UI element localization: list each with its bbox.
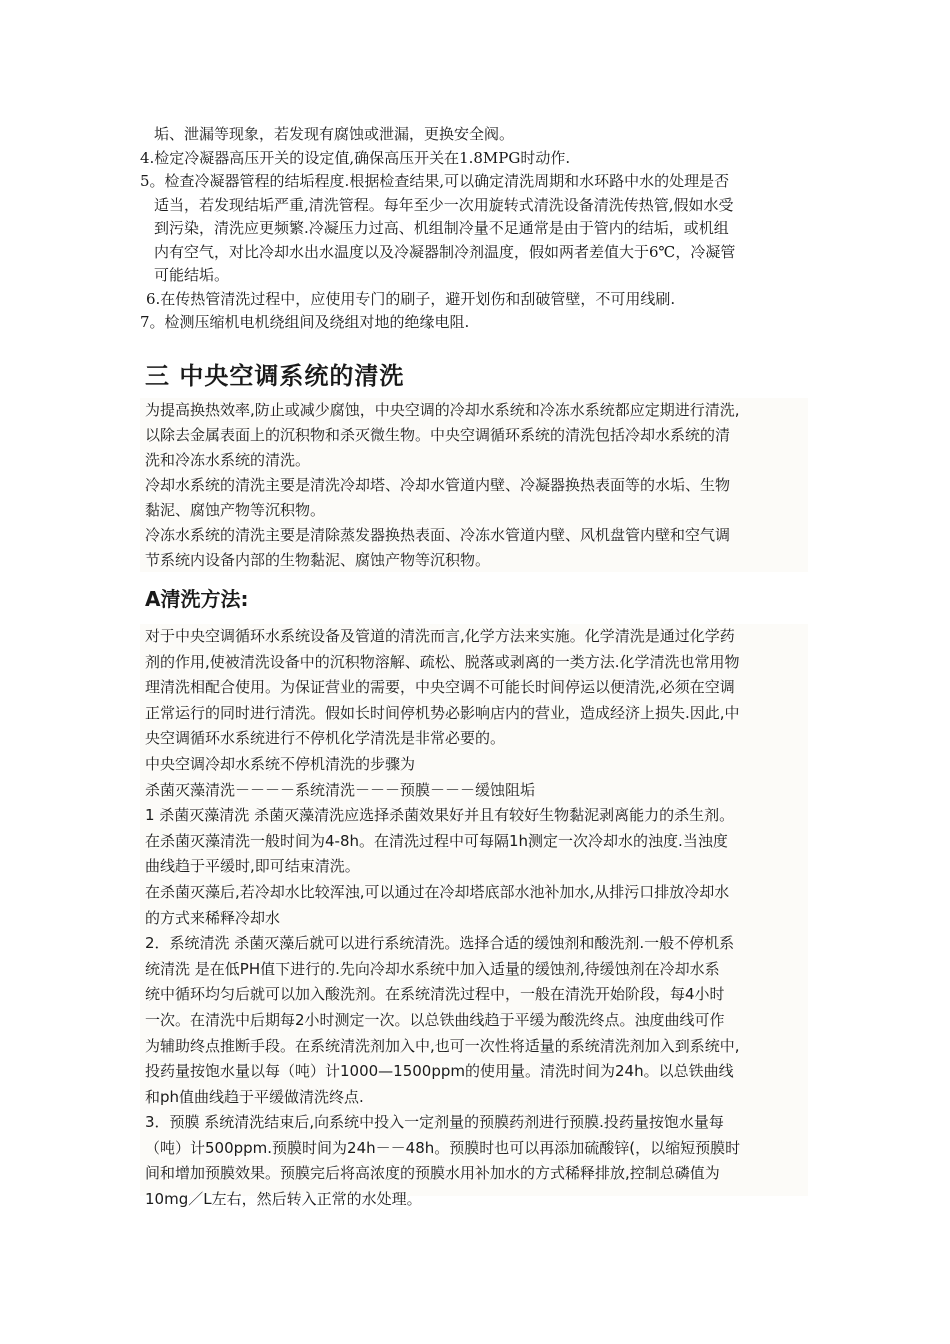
- subsection-body: [140, 624, 808, 1209]
- paragraph-line: 理清洗相配合使用。为保证营业的需要，中央空调不可能长时间停运以便清洗,必须在空调: [145, 678, 735, 697]
- paragraph-line: 节系统内设备内部的生物黏泥、腐蚀产物等沉积物。: [145, 551, 491, 569]
- paragraph-line: 3．预膜 系统清洗结束后,向系统中投入一定剂量的预膜药剂进行预膜.投药量按饱水量每: [145, 1113, 724, 1132]
- paragraph-line: 洗和冷冻水系统的清洗。: [145, 451, 311, 469]
- paragraph-line: 杀菌灭藻清洗－－－－系统清洗－－－预膜－－－缓蚀阻垢: [145, 780, 536, 799]
- section-title: 三 中央空调系统的清洗: [145, 362, 405, 390]
- list-item: 内有空气，对比冷却水出水温度以及冷凝器制冷剂温度，假如两者差值大于6℃，冷凝管: [154, 242, 736, 261]
- list-item: 4.检定冷凝器高压开关的设定值,确保高压开关在1.8MPG时动作.: [140, 148, 571, 167]
- subsection-title: A清洗方法:: [145, 587, 249, 611]
- paragraph-line: 央空调循环水系统进行不停机化学清洗是非常必要的。: [145, 729, 506, 748]
- paragraph-line: 统中循环均匀后就可以加入酸洗剂。在系统清洗过程中，一般在清洗开始阶段，每4小时: [145, 985, 725, 1004]
- paragraph-line: 在杀菌灭藻后,若冷却水比较浑浊,可以通过在冷却塔底部水池补加水,从排污口排放冷却水: [145, 882, 730, 901]
- list-item: 6.在传热管清洗过程中，应使用专门的刷子，避开划伤和刮破管壁，不可用线刷.: [146, 289, 676, 308]
- paragraph-line: 间和增加预膜效果。预膜完后将高浓度的预膜水用补加水的方式稀释排放,控制总磷值为: [145, 1164, 720, 1183]
- paragraph-line: 统清洗 是在低PH值下进行的.先向冷却水系统中加入适量的缓蚀剂,待缓蚀剂在冷却水系: [145, 959, 720, 978]
- paragraph-line: 黏泥、腐蚀产物等沉积物。: [145, 501, 326, 519]
- list-item: 可能结垢。: [154, 266, 230, 284]
- paragraph-line: 以除去金属表面上的沉积物和杀灭微生物。中央空调循环系统的清洗包括冷却水系统的清: [145, 426, 731, 444]
- list-item: 垢、泄漏等现象，若发现有腐蚀或泄漏，更换安全阀。: [154, 125, 515, 143]
- paragraph-line: 投药量按饱水量以每（吨）计1000—1500ppm的使用量。清洗时间为24h。以总铁曲线: [145, 1062, 734, 1081]
- paragraph-line: 1 杀菌灭藻清洗 杀菌灭藻清洗应选择杀菌效果好并且有较好生物黏泥剥离能力的杀生剂。: [145, 806, 735, 825]
- paragraph-line: 2．系统清洗 杀菌灭藻后就可以进行系统清洗。选择合适的缓蚀剂和酸洗剂.一般不停机系: [145, 934, 735, 953]
- paragraph-line: 中央空调冷却水系统不停机清洗的步骤为: [145, 754, 416, 773]
- paragraph-line: 一次。在清洗中后期每2小时测定一次。以总铁曲线趋于平缓为酸洗终点。浊度曲线可作: [145, 1010, 725, 1029]
- paragraph-line: 10mg／L左右，然后转入正常的水处理。: [145, 1190, 422, 1209]
- paragraph-line: 的方式来稀释冷却水: [145, 908, 281, 927]
- paragraph-line: 曲线趋于平缓时,即可结束清洗。: [145, 857, 360, 876]
- paragraph-line: 正常运行的同时进行清洗。假如长时间停机势必影响店内的营业，造成经济上损失.因此,中: [145, 703, 740, 722]
- section-body: [140, 398, 808, 572]
- paragraph-line: 冷却水系统的清洗主要是清洗冷却塔、冷却水管道内壁、冷凝器换热表面等的水垢、生物: [145, 476, 731, 494]
- paragraph-line: （吨）计500ppm.预膜时间为24h－－48h。预膜时也可以再添加硫酸锌(，以缩短预膜时: [145, 1138, 741, 1157]
- list-item: 7。检测压缩机电机绕组间及绕组对地的绝缘电阻.: [140, 313, 470, 331]
- paragraph-line: 为辅助终点推断手段。在系统清洗剂加入中,也可一次性将适量的系统清洗剂加入到系统中,: [145, 1036, 740, 1055]
- paragraph-line: 对于中央空调循环水系统设备及管道的清洗而言,化学方法来实施。化学清洗是通过化学药: [145, 627, 735, 645]
- list-item: 适当，若发现结垢严重,清洗管程。每年至少一次用旋转式清洗设备清洗传热管,假如水受: [154, 195, 734, 214]
- list-item: 到污染，清洗应更频繁.冷凝压力过高、机组制冷量不足通常是由于管内的结垢，或机组: [154, 219, 729, 237]
- maintenance-list: [140, 123, 820, 335]
- paragraph-line: 剂的作用,使被清洗设备中的沉积物溶解、疏松、脱落或剥离的一类方法.化学清洗也常用物: [145, 652, 740, 671]
- paragraph-line: 冷冻水系统的清洗主要是清除蒸发器换热表面、冷冻水管道内壁、风机盘管内壁和空气调: [145, 526, 731, 544]
- paragraph-line: 在杀菌灭藻清洗一般时间为4-8h。在清洗过程中可每隔1h测定一次冷却水的浊度.当浊度: [145, 831, 728, 850]
- list-item: 5。检查冷凝器管程的结垢程度.根据检查结果,可以确定清洗周期和水环路中水的处理是否: [140, 172, 730, 190]
- paragraph-line: 和ph值曲线趋于平缓做清洗终点.: [145, 1087, 364, 1106]
- paragraph-line: 为提高换热效率,防止或减少腐蚀，中央空调的冷却水系统和冷冻水系统都应定期进行清洗,: [145, 401, 740, 419]
